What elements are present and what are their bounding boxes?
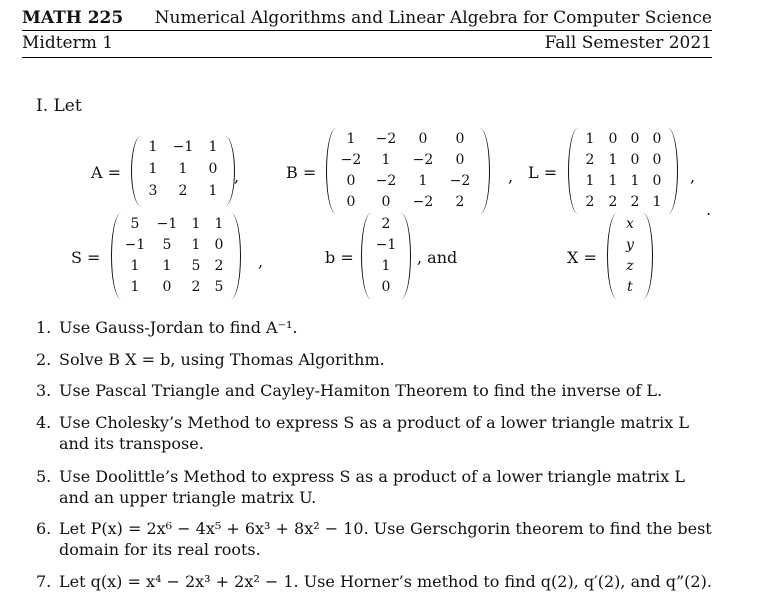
matrix-l-entry: 2 — [630, 193, 640, 210]
matrix-b-entry: −2 — [412, 193, 434, 210]
question-1-text: Use Gauss-Jordan to find A⁻¹. — [59, 318, 298, 337]
matrix-b-comma: , — [508, 167, 514, 186]
matrix-s-entry: 1 — [130, 257, 140, 274]
question-6-text: Let P(x) = 2x⁶ − 4x⁵ + 6x³ + 8x² − 10. Use Gerschgorin theorem to find the best domain for its real roots. — [59, 519, 712, 559]
matrix-l-entry: 0 — [652, 151, 662, 168]
question-5-text: Use Doolittle’s Method to express S as a product of a lower triangle matrix L and an upper triangle matrix U. — [59, 467, 686, 507]
matrix-a-entry: 1 — [208, 139, 218, 155]
semester: Fall Semester 2021 — [544, 33, 712, 53]
matrix-b-entry: −2 — [375, 172, 397, 189]
question-4-number: 4. — [36, 413, 52, 432]
question-1-number: 1. — [36, 318, 52, 337]
matrix-b-entry: 2 — [381, 215, 391, 232]
matrix-x-entry: t — [627, 278, 633, 295]
matrix-s-entry: 0 — [162, 278, 172, 295]
matrix-s-entry: 1 — [130, 278, 140, 295]
question-7-number: 7. — [36, 572, 52, 591]
matrix-s-entry: 5 — [130, 215, 140, 232]
question-3-text: Use Pascal Triangle and Cayley-Hamiton Theorem to find the inverse of L. — [59, 381, 663, 400]
matrix-b-entry: 0 — [346, 172, 356, 189]
matrix-x-entry: x — [626, 215, 634, 232]
matrix-l-entry: 0 — [652, 130, 662, 147]
matrix-x-entry: z — [626, 257, 634, 274]
matrix-b-entry: 0 — [455, 130, 465, 147]
matrix-s-entry: 2 — [214, 257, 224, 274]
matrix-b-entry: 1 — [346, 130, 356, 147]
matrix-s-entry: 0 — [214, 236, 224, 253]
matrix-a-entry: 1 — [208, 183, 218, 199]
question-5-number: 5. — [36, 467, 52, 486]
vector-b — [361, 213, 411, 299]
matrix-b-entry: 0 — [346, 193, 356, 210]
matrix-l-entry: 1 — [585, 172, 595, 189]
matrix-b-entry: 0 — [381, 278, 391, 295]
header-rule-2 — [22, 57, 712, 58]
matrix-s-entry: 2 — [191, 278, 201, 295]
matrix-a-entries — [141, 136, 225, 206]
matrix-s — [111, 213, 241, 299]
matrix-s-entry: 1 — [191, 215, 201, 232]
vector-x — [607, 213, 653, 299]
matrix-b-entry: −2 — [449, 172, 471, 189]
matrix-l-entry: 0 — [608, 130, 618, 147]
matrix-l-entry: 1 — [608, 172, 618, 189]
matrix-s-entry: −1 — [124, 236, 146, 253]
matrix-b-name: B = — [286, 163, 317, 182]
matrix-b — [326, 128, 490, 214]
matrix-l-entry: 1 — [652, 193, 662, 210]
matrix-l-entry: 1 — [585, 130, 595, 147]
matrix-s-entry: 1 — [191, 236, 201, 253]
matrix-b-entry: 0 — [381, 193, 391, 210]
matrix-b-entry: 2 — [455, 193, 465, 210]
matrix-b-entry: 0 — [418, 130, 428, 147]
vector-b-and: , and — [417, 248, 458, 267]
vector-b-name: b = — [325, 248, 354, 267]
matrix-l-entry: 2 — [585, 151, 595, 168]
question-6-number: 6. — [36, 519, 52, 538]
header-rule — [22, 30, 712, 31]
vector-b-entries — [371, 213, 401, 299]
matrix-s-entries — [121, 213, 231, 299]
matrix-l-entry: 0 — [652, 172, 662, 189]
matrix-s-comma: , — [258, 252, 264, 271]
matrix-b-entries — [336, 128, 480, 214]
matrix-s-name: S = — [71, 248, 101, 267]
matrix-l-name: L = — [528, 163, 558, 182]
exam-name: Midterm 1 — [22, 33, 114, 53]
question-4-text: Use Cholesky’s Method to express S as a product of a lower triangle matrix L and its transpose. — [59, 413, 689, 453]
matrix-a-entry: 1 — [148, 139, 158, 155]
matrix-b-entry: −2 — [375, 130, 397, 147]
course-title: Numerical Algorithms and Linear Algebra for Computer Science — [154, 8, 712, 28]
matrix-l-entry: 1 — [608, 151, 618, 168]
matrix-l-entry: 0 — [630, 130, 640, 147]
matrix-a-entry: 3 — [148, 183, 158, 199]
matrix-a-name: A = — [91, 163, 122, 182]
question-2-number: 2. — [36, 350, 52, 369]
vector-x-period: . — [706, 200, 712, 219]
matrix-a — [131, 136, 235, 206]
matrix-b-entry: 1 — [418, 172, 428, 189]
matrix-b-entry: 0 — [455, 151, 465, 168]
question-7-text: Let q(x) = x⁴ − 2x³ + 2x² − 1. Use Horner’s method to find q(2), q′(2), and q”(2). — [59, 572, 712, 591]
matrix-a-comma: , — [234, 167, 240, 186]
matrix-l-entry: 2 — [608, 193, 618, 210]
matrix-l — [568, 128, 678, 214]
matrix-a-entry: 2 — [178, 183, 188, 199]
matrix-l-entry: 0 — [630, 151, 640, 168]
matrix-a-entry: 1 — [148, 161, 158, 177]
matrix-s-entry: 5 — [214, 278, 224, 295]
matrix-a-entry: −1 — [172, 139, 194, 155]
matrix-a-entry: 0 — [208, 161, 218, 177]
matrix-l-entry: 1 — [630, 172, 640, 189]
matrix-s-entry: 1 — [162, 257, 172, 274]
matrix-l-entries — [578, 128, 668, 214]
matrix-s-entry: 5 — [191, 257, 201, 274]
matrix-s-entry: 1 — [214, 215, 224, 232]
section-label: I. Let — [36, 96, 82, 116]
matrix-b-entry: 1 — [381, 257, 391, 274]
question-2-text: Solve B X = b, using Thomas Algorithm. — [59, 350, 385, 369]
matrix-b-entry: −1 — [375, 236, 397, 253]
matrix-b-entry: −2 — [340, 151, 362, 168]
matrix-b-entry: 1 — [381, 151, 391, 168]
matrix-x-entry: y — [626, 236, 634, 253]
matrix-l-entry: 2 — [585, 193, 595, 210]
matrix-s-entry: 5 — [162, 236, 172, 253]
matrix-s-entry: −1 — [156, 215, 178, 232]
question-3-number: 3. — [36, 381, 52, 400]
matrix-a-entry: 1 — [178, 161, 188, 177]
course-code: MATH 225 — [22, 8, 124, 28]
matrix-l-comma: , — [690, 167, 696, 186]
vector-x-name: X = — [567, 248, 597, 267]
matrix-b-entry: −2 — [412, 151, 434, 168]
vector-x-entries — [617, 213, 643, 299]
